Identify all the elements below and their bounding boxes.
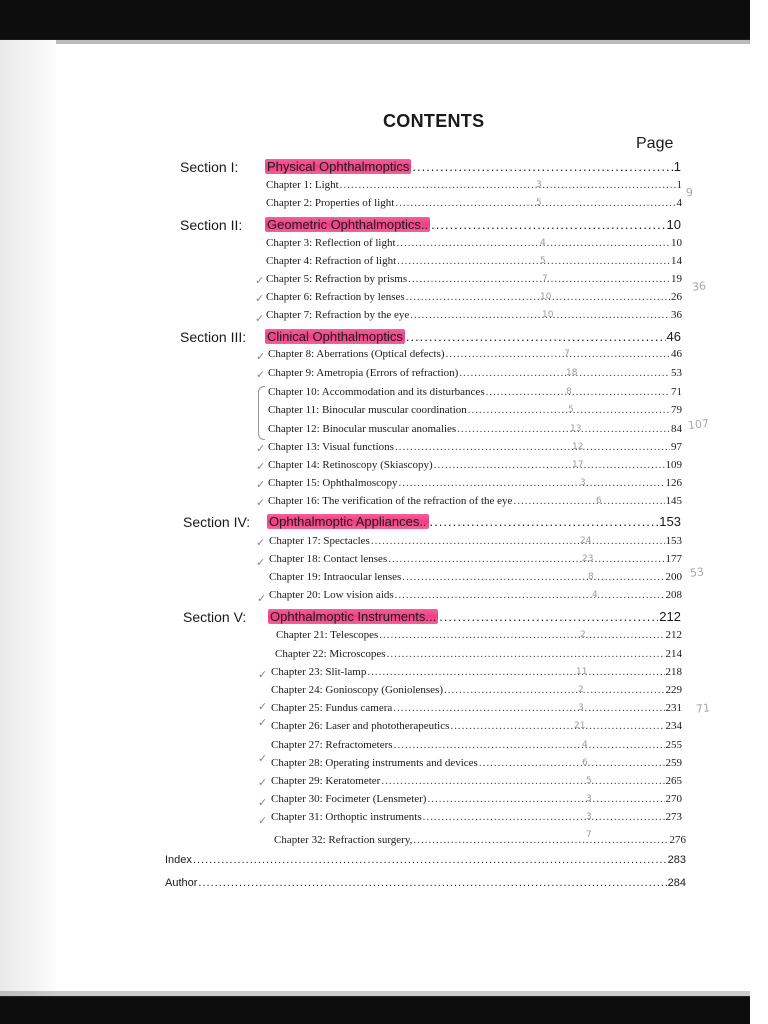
chapter-title: Chapter 21: Telescopes [276, 629, 379, 641]
pencil-count: 12 [572, 442, 584, 452]
page-number: 231 [665, 702, 682, 714]
leader-dots [446, 348, 670, 360]
page-spine-shadow [0, 40, 56, 996]
chapter-row [269, 589, 682, 607]
section-title: Ophthalmoptic Instruments... [270, 609, 437, 624]
leader-dots [430, 514, 659, 529]
chapter-title: Chapter 8: Aberrations (Optical defects) [268, 348, 445, 360]
page-number: 200 [665, 571, 682, 583]
chapter-row [268, 495, 682, 513]
chapter-row [268, 404, 682, 422]
pencil-count: 10 [540, 292, 552, 302]
pencil-count: 21 [574, 721, 586, 731]
chapter-title: Chapter 9: Ametropia (Errors of refraction) [268, 367, 459, 379]
leader-dots [406, 329, 666, 344]
pencil-count: 7 [586, 830, 592, 840]
pencil-count: 18 [566, 368, 578, 378]
page-number: 10 [671, 237, 682, 249]
page-number: 255 [665, 739, 682, 751]
leader-dots [371, 535, 665, 547]
chapter-row [266, 179, 682, 197]
chapter-title: Chapter 14: Retinoscopy (Skiascopy) [268, 459, 433, 471]
section-label: Section III: [180, 329, 247, 345]
page-number: 265 [665, 775, 682, 787]
chapter-title: Chapter 18: Contact lenses [269, 553, 388, 565]
checkmark-icon: ✓ [256, 478, 266, 491]
leader-dots [413, 834, 668, 846]
chapter-title: Chapter 27: Refractometers [271, 739, 393, 751]
pencil-count: 8 [566, 387, 572, 397]
leader-dots [397, 237, 670, 249]
page-number: 10 [666, 217, 681, 232]
page-number: 1 [676, 179, 682, 191]
leader-dots [412, 159, 672, 174]
checkmark-icon: ✓ [256, 556, 266, 569]
page-number: 1 [673, 159, 681, 174]
chapter-title: Chapter 17: Spectacles [269, 535, 370, 547]
chapter-title: Chapter 16: The verification of the refraction of the eye [268, 495, 513, 507]
page-number: 208 [665, 589, 682, 601]
margin-note: 71 [695, 701, 711, 716]
leader-dots [423, 811, 665, 823]
leader-dots [367, 666, 664, 678]
chapter-row [266, 197, 682, 215]
checkmark-icon: ✓ [255, 292, 265, 305]
checkmark-icon: ✓ [258, 752, 268, 765]
chapter-row [266, 273, 682, 291]
chapter-title: Chapter 31: Orthoptic instruments [271, 811, 422, 823]
chapter-title: Chapter 3: Reflection of light [266, 237, 396, 249]
chapter-row [268, 386, 682, 404]
page-number: 46 [671, 348, 682, 360]
chapter-row [271, 757, 682, 775]
checkmark-icon: ✓ [256, 350, 266, 363]
pencil-count: 8 [588, 572, 594, 582]
checkmark-icon: ✓ [258, 796, 268, 809]
chapter-title: Chapter 23: Slit-lamp [271, 666, 367, 678]
page-number: 109 [665, 459, 682, 471]
chapter-title: Chapter 19: Intraocular lenses [269, 571, 402, 583]
page-number: 259 [665, 757, 682, 769]
page-number: 79 [671, 404, 682, 416]
section-label: Section V: [183, 609, 247, 625]
pencil-count: 3 [586, 812, 592, 822]
page-number: 270 [665, 793, 682, 805]
chapter-title: Chapter 5: Refraction by prisms [266, 273, 408, 285]
checkmark-icon: ✓ [256, 496, 266, 509]
chapter-title: Chapter 1: Light [266, 179, 339, 191]
page-title: CONTENTS [383, 111, 485, 131]
checkmark-icon: ✓ [256, 460, 266, 473]
chapter-title: Chapter 20: Low vision aids [269, 589, 394, 601]
checkmark-icon: ✓ [256, 536, 266, 549]
leader-dots [394, 739, 665, 751]
chapter-row [266, 309, 682, 327]
page-number: 53 [671, 367, 682, 379]
index-row [165, 854, 686, 872]
chapter-row [269, 553, 682, 571]
page-number: 145 [665, 495, 682, 507]
chapter-title: Chapter 22: Microscopes [275, 648, 386, 660]
page-number: 4 [676, 197, 682, 209]
chapter-row [271, 720, 682, 738]
margin-note: 53 [689, 565, 705, 580]
page-number: 214 [665, 648, 682, 660]
chapter-title: Chapter 10: Accommodation and its disturbances [268, 386, 485, 398]
margin-note: 107 [687, 416, 710, 433]
chapter-title: Chapter 4: Refraction of light [266, 255, 397, 267]
index-label: Index [165, 854, 192, 866]
leader-dots [434, 459, 665, 471]
leader-dots [406, 291, 670, 303]
page-number: 46 [666, 329, 681, 344]
checkmark-icon: ✓ [258, 700, 268, 713]
pencil-count: 5 [536, 198, 542, 208]
pencil-count: 4 [582, 740, 588, 750]
chapter-title: Chapter 32: Refraction surgery, [274, 834, 413, 846]
leader-dots [431, 217, 665, 232]
chapter-row [269, 535, 682, 553]
section-row [267, 514, 681, 532]
chapter-title: Chapter 29: Keratometer [271, 775, 381, 787]
page-number: 276 [669, 834, 686, 846]
pencil-count: 6 [582, 758, 588, 768]
section-label: Section IV: [183, 514, 251, 530]
leader-dots [513, 495, 664, 507]
pencil-count: 7 [542, 274, 548, 284]
leader-dots [439, 609, 658, 624]
section-title: Physical Ophthalmoptics [267, 159, 410, 174]
checkmark-icon: ✓ [257, 592, 267, 605]
leader-dots [379, 629, 664, 641]
leader-dots [399, 477, 665, 489]
page-number: 14 [671, 255, 682, 267]
chapter-row [275, 648, 682, 666]
leader-dots [387, 648, 665, 660]
pencil-count: 24 [580, 536, 592, 546]
chapter-row [268, 423, 682, 441]
leader-dots [198, 877, 666, 889]
page-number: 19 [671, 273, 682, 285]
chapter-title: Chapter 6: Refraction by lenses [266, 291, 405, 303]
leader-dots [381, 775, 664, 787]
pencil-count: 5 [586, 776, 592, 786]
section-title: Ophthalmoptic Appliances.. [269, 514, 427, 529]
leader-dots [395, 441, 670, 453]
page-number: 177 [665, 553, 682, 565]
scan-bottom-edge [0, 996, 750, 1024]
checkmark-icon: ✓ [258, 776, 268, 789]
chapter-row [266, 255, 682, 273]
page-number: 218 [665, 666, 682, 678]
chapter-row [271, 811, 682, 829]
chapter-title: Chapter 2: Properties of light [266, 197, 395, 209]
checkmark-icon: ✓ [258, 814, 268, 827]
pencil-count: 3 [586, 794, 592, 804]
checkmark-icon: ✓ [255, 312, 265, 325]
pencil-count: 7 [564, 349, 570, 359]
leader-dots [193, 854, 667, 866]
leader-dots [408, 273, 670, 285]
chapter-title: Chapter 11: Binocular muscular coordination [268, 404, 467, 416]
page-number: 153 [665, 535, 682, 547]
leader-dots [444, 684, 665, 696]
chapter-row [274, 834, 686, 852]
chapter-row [268, 441, 682, 459]
chapter-title: Chapter 28: Operating instruments and devices [271, 757, 478, 769]
chapter-row [268, 367, 682, 385]
chapter-row [268, 477, 682, 495]
author-label: Author [165, 877, 198, 889]
pencil-count: 13 [570, 424, 582, 434]
section-title: Geometric Ophthalmoptics.. [267, 217, 429, 232]
leader-dots [457, 423, 670, 435]
chapter-title: Chapter 25: Fundus camera [271, 702, 393, 714]
pencil-count: 3 [580, 478, 586, 488]
pencil-count: 4 [540, 238, 546, 248]
page-number: 84 [671, 423, 682, 435]
section-label: Section I: [180, 159, 239, 175]
chapter-row [271, 702, 682, 720]
page-number: 153 [659, 514, 681, 529]
chapter-title: Chapter 15: Ophthalmoscopy [268, 477, 398, 489]
author-row [165, 877, 686, 895]
leader-dots [427, 793, 664, 805]
leader-dots [479, 757, 665, 769]
chapter-row [271, 739, 682, 757]
pencil-count: 17 [572, 460, 584, 470]
checkmark-icon: ✓ [256, 368, 266, 381]
page-number: 284 [667, 877, 686, 889]
pencil-count: 6 [596, 496, 602, 506]
leader-dots [410, 309, 670, 321]
page-number: 126 [665, 477, 682, 489]
checkmark-icon: ✓ [255, 274, 265, 287]
chapter-row [271, 684, 682, 702]
scan-top-edge [0, 0, 750, 40]
leader-dots [393, 702, 664, 714]
checkmark-icon: ✓ [258, 716, 268, 729]
section-title: Clinical Ophthalmoptics [267, 329, 403, 344]
section-row [265, 159, 681, 177]
bracket-mark [258, 386, 265, 440]
chapter-row [271, 793, 682, 811]
page-number: 71 [671, 386, 682, 398]
chapter-row [276, 629, 682, 647]
chapter-title: Chapter 12: Binocular muscular anomalies [268, 423, 457, 435]
pencil-count: 5 [540, 256, 546, 266]
chapter-row [268, 459, 682, 477]
chapter-row [271, 666, 682, 684]
page-number: 97 [671, 441, 682, 453]
page-number: 234 [665, 720, 682, 732]
page-column-header: Page [636, 135, 674, 152]
pencil-count: 2 [580, 630, 586, 640]
pencil-count: 23 [582, 554, 594, 564]
pencil-count: 2 [578, 685, 584, 695]
page-number: 26 [671, 291, 682, 303]
page-number: 273 [665, 811, 682, 823]
chapter-title: Chapter 7: Refraction by the eye [266, 309, 410, 321]
chapter-row [269, 571, 682, 589]
chapter-title: Chapter 30: Focimeter (Lensmeter) [271, 793, 427, 805]
pencil-count: 5 [568, 405, 574, 415]
pencil-count: 4 [592, 590, 598, 600]
chapter-title: Chapter 26: Laser and phototherapeutics [271, 720, 450, 732]
leader-dots [395, 589, 665, 601]
leader-dots [486, 386, 670, 398]
chapter-row [271, 775, 682, 793]
page-number: 212 [659, 609, 681, 624]
leader-dots [450, 720, 664, 732]
chapter-row [268, 348, 682, 366]
chapter-row [266, 237, 682, 255]
section-row [265, 217, 681, 235]
pencil-count: 11 [576, 667, 588, 677]
leader-dots [397, 255, 670, 267]
page-number: 283 [667, 854, 686, 866]
page-number: 229 [665, 684, 682, 696]
checkmark-icon: ✓ [256, 442, 266, 455]
checkmark-icon: ✓ [258, 668, 268, 681]
leader-dots [340, 179, 676, 191]
chapter-title: Chapter 24: Gonioscopy (Goniolenses) [271, 684, 443, 696]
leader-dots [402, 571, 664, 583]
margin-note: 9 [685, 185, 694, 200]
page-number: 212 [665, 629, 682, 641]
chapter-title: Chapter 13: Visual functions [268, 441, 394, 453]
leader-dots [388, 553, 664, 565]
pencil-count: 10 [542, 310, 554, 320]
margin-note: 36 [691, 279, 707, 294]
pencil-count: 3 [536, 180, 542, 190]
chapter-row [266, 291, 682, 309]
page-number: 36 [671, 309, 682, 321]
section-row [265, 329, 681, 347]
section-row [268, 609, 681, 627]
pencil-count: 3 [578, 703, 584, 713]
leader-dots [459, 367, 670, 379]
section-label: Section II: [180, 217, 243, 233]
